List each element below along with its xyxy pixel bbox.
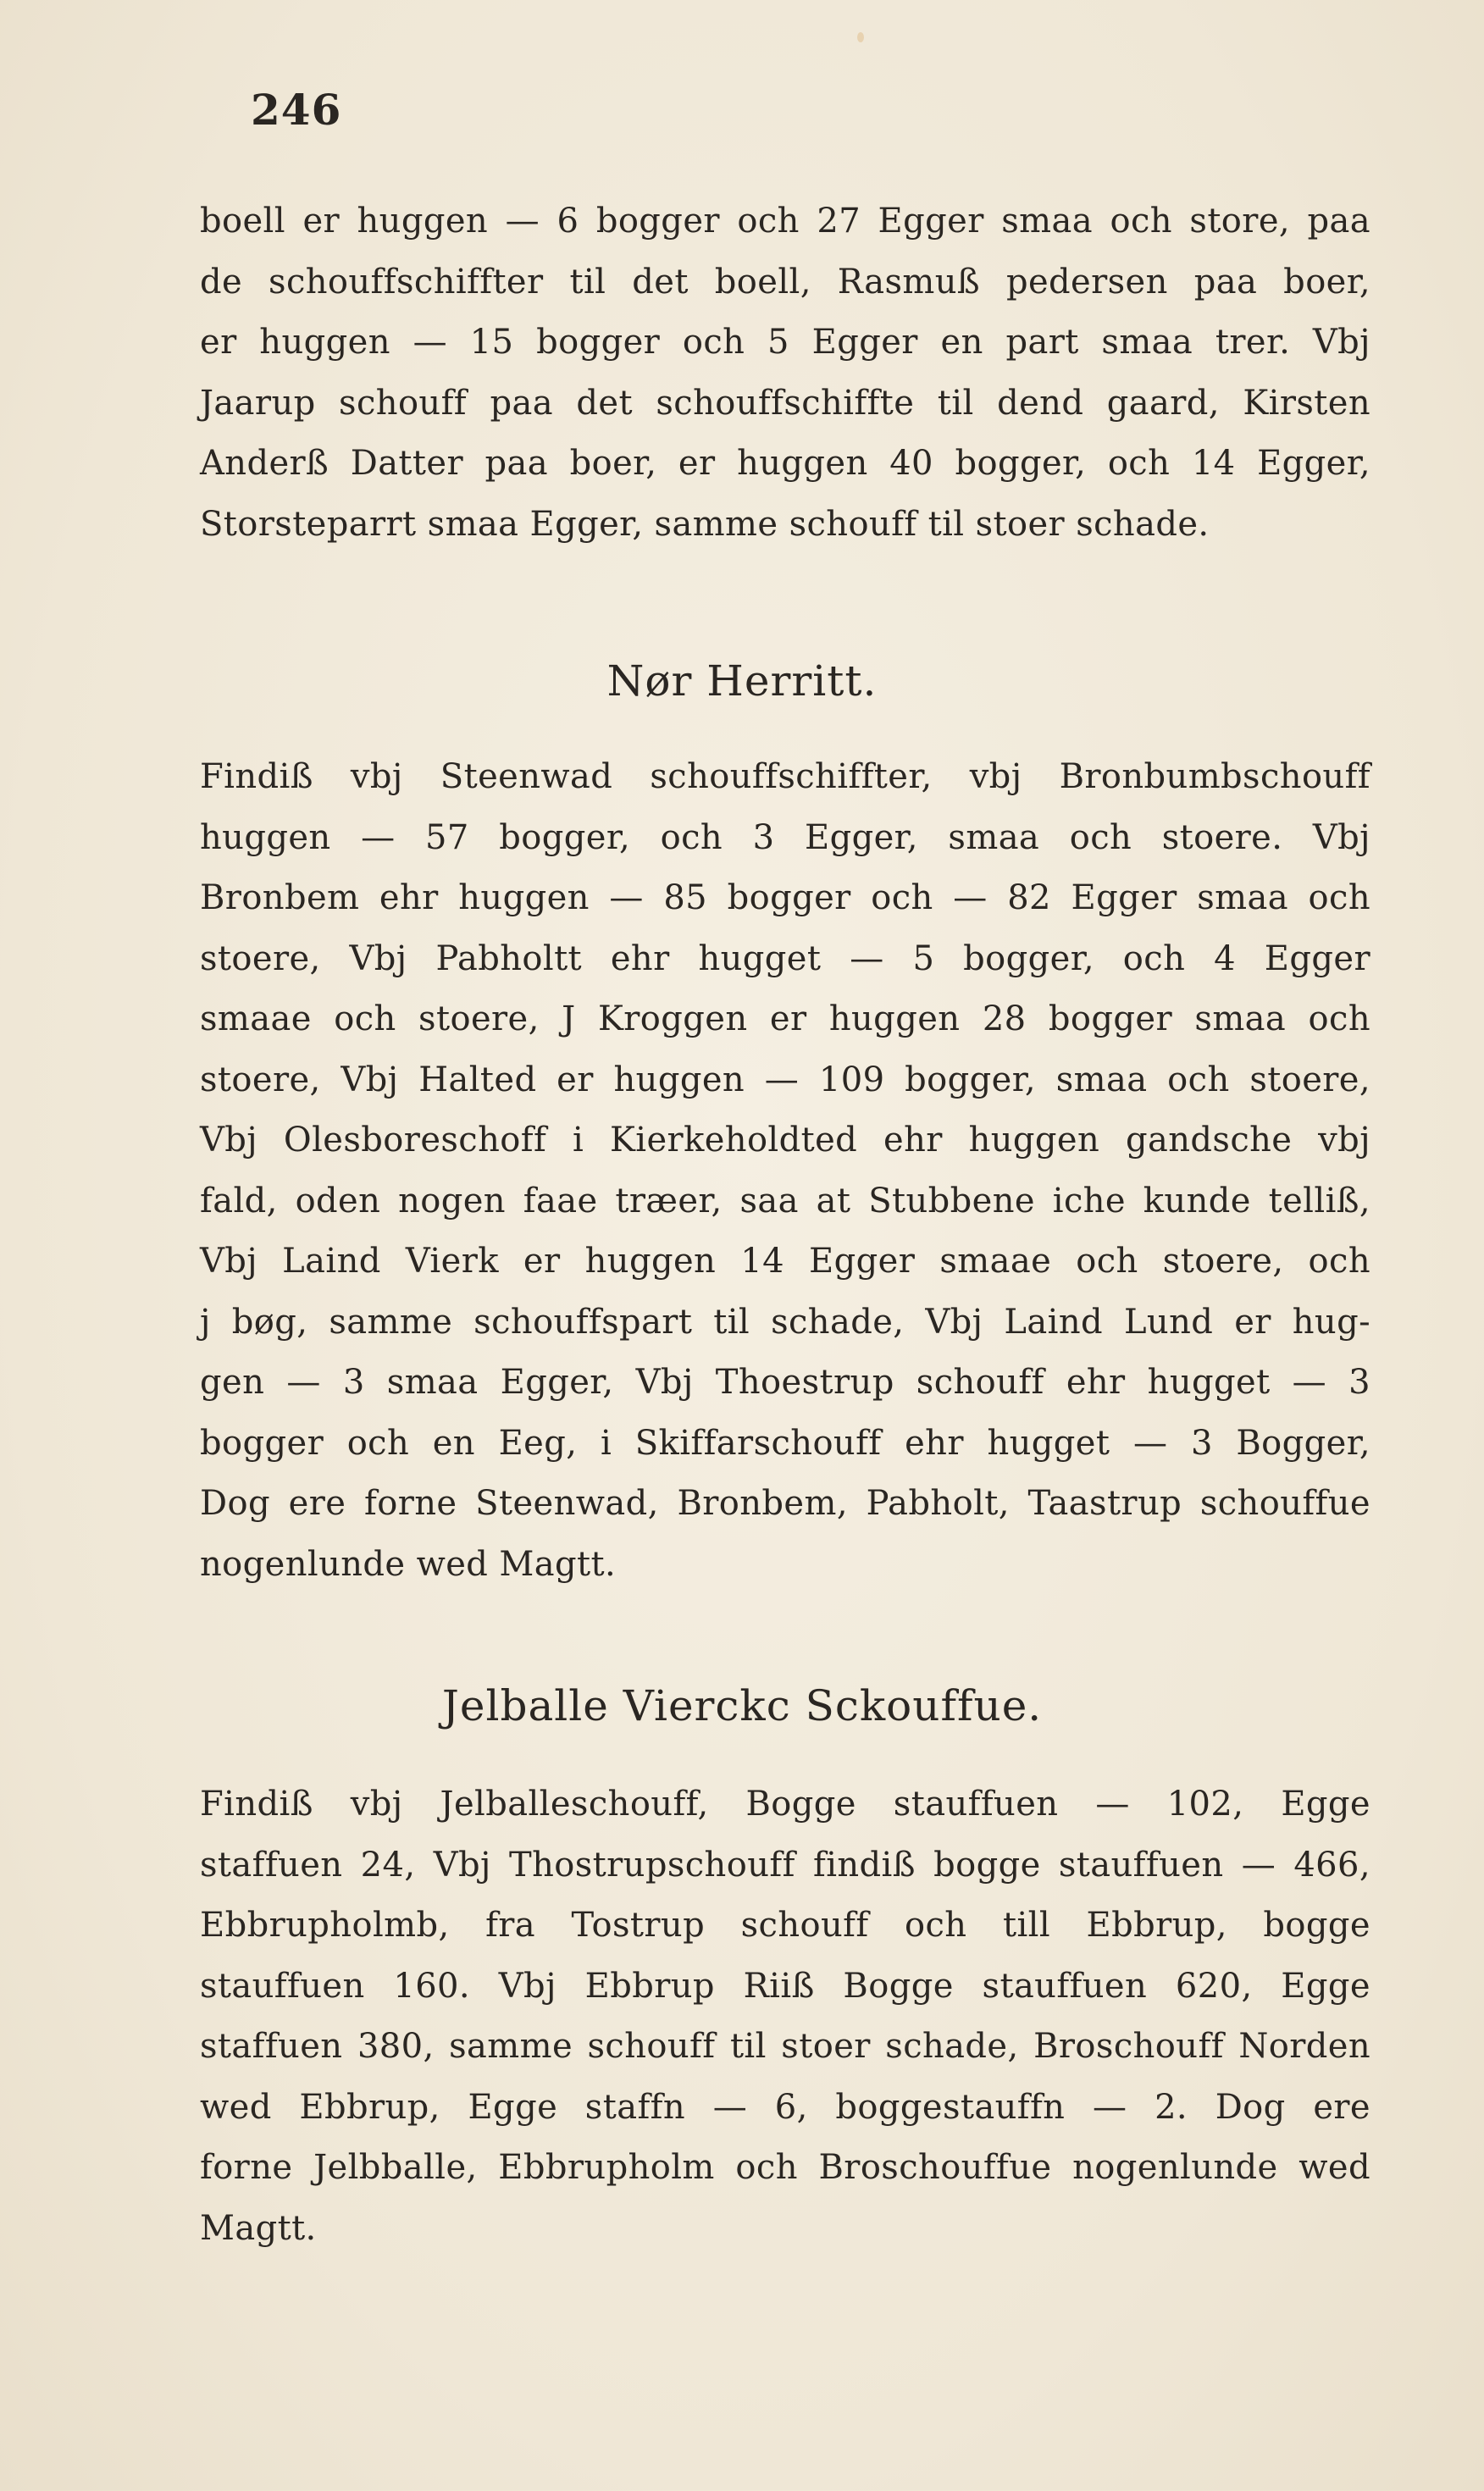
text-line: Findiß vbj Jelballeschouff, Bogge stauffuen — 102, Egge — [200, 1785, 1370, 1824]
text-line: Vbj Olesboreschoff i Kierkeholdted ehr huggen gandsche vbj — [200, 1121, 1370, 1160]
text-line: staffuen 380, samme schouff til stoer schade, Broschouff Norden — [200, 2027, 1370, 2066]
text-line: Anderß Datter paa boer, er huggen 40 bogger, och 14 Egger, — [200, 444, 1370, 483]
paragraph-2 — [200, 747, 1370, 1595]
text-line: Bronbem ehr huggen — 85 bogger och — 82 Egger smaa och — [200, 878, 1370, 917]
text-line: wed Ebbrup, Egge staffn — 6, boggestauffn — 2. Dog ere — [200, 2087, 1370, 2127]
text-line: Dog ere forne Steenwad, Bronbem, Pabholt, Taastrup schouffue — [200, 1484, 1370, 1523]
text-line: er huggen — 15 bogger och 5 Egger en part smaa trer. Vbj — [200, 323, 1370, 362]
paragraph-1 — [200, 191, 1370, 555]
text-line: Jaarup schouff paa det schouffschiffte til dend gaard, Kirsten — [200, 383, 1370, 423]
text-line: stoere, Vbj Halted er huggen — 109 bogger, smaa och stoere, — [200, 1060, 1370, 1099]
text-line: Storsteparrt smaa Egger, samme schouff til stoer schade. — [200, 504, 1210, 544]
text-line: smaae och stoere, J Kroggen er huggen 28 bogger smaa och — [200, 999, 1370, 1038]
section-heading: Nør Herritt. — [606, 656, 878, 706]
paper-fleck — [857, 32, 864, 42]
text-line: Magtt. — [200, 2208, 317, 2248]
text-line: j bøg, samme schouffspart til schade, Vbj Laind Lund er hug- — [200, 1302, 1370, 1342]
text-line: stoere, Vbj Pabholtt ehr hugget — 5 bogger, och 4 Egger — [200, 938, 1370, 978]
text-line: fald, oden nogen faae træer, saa at Stubbene iche kunde telliß, — [200, 1181, 1370, 1221]
text-line: de schouffschiffter til det boell, Rasmuß pedersen paa boer, — [200, 262, 1370, 302]
text-line: Vbj Laind Vierk er huggen 14 Egger smaae och stoere, och — [200, 1242, 1370, 1281]
text-line: bogger och en Eeg, i Skiffarschouff ehr hugget — 3 Bogger, — [200, 1423, 1370, 1463]
text-line: boell er huggen — 6 bogger och 27 Egger smaa och store, paa — [200, 202, 1370, 241]
text-line: nogenlunde wed Magtt. — [200, 1544, 617, 1584]
text-line: Findiß vbj Steenwad schouffschiffter, vbj Bronbumbschouff — [200, 757, 1370, 796]
text-line: staffuen 24, Vbj Thostrupschouff findiß bogge stauffuen — 466, — [200, 1845, 1370, 1885]
text-line: gen — 3 smaa Egger, Vbj Thoestrup schouff ehr hugget — 3 — [200, 1363, 1370, 1402]
section-heading: Jelballe Vierckc Sckouffue. — [441, 1681, 1043, 1730]
text-line: huggen — 57 bogger, och 3 Egger, smaa och stoere. Vbj — [200, 817, 1370, 857]
paragraph-3 — [200, 1774, 1370, 2259]
text-line: Ebbrupholmb, fra Tostrup schouff och till Ebbrup, bogge — [200, 1906, 1370, 1945]
text-line: stauffuen 160. Vbj Ebbrup Riiß Bogge stauffuen 620, Egge — [200, 1966, 1370, 2006]
text-line: forne Jelbballe, Ebbrupholm och Broschouffue nogenlunde wed — [200, 2148, 1370, 2187]
page-number: 246 — [251, 85, 342, 135]
